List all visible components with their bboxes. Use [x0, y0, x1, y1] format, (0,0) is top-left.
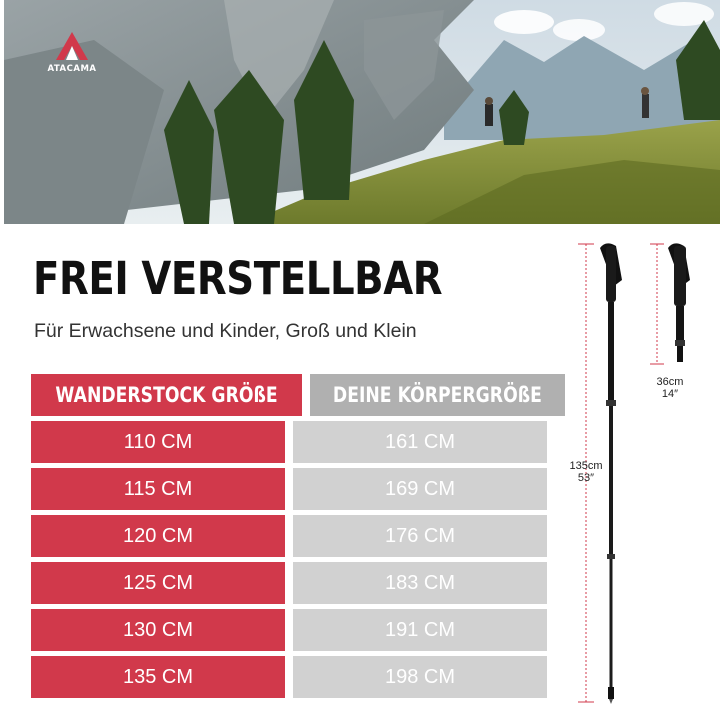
collapsed-pole-icon [668, 243, 690, 362]
hero-image [4, 0, 720, 224]
folded-length-label [646, 376, 694, 400]
header-pole-size: WANDERSTOCK GRÖßE [31, 374, 302, 416]
pole-size-cell: 110 CM [31, 421, 285, 463]
table-row [31, 609, 547, 651]
table-row [31, 421, 547, 463]
pole-size-cell: 115 CM [31, 468, 285, 510]
size-table [31, 374, 547, 703]
table-header-row [31, 374, 547, 416]
pole-size-cell: 125 CM [31, 562, 285, 604]
brand-name: ATACAMA [47, 64, 97, 74]
page-subtitle: Für Erwachsene und Kinder, Groß und Klein [34, 320, 417, 342]
body-height-cell: 191 CM [293, 609, 547, 651]
table-row [31, 468, 547, 510]
pole-illustration [550, 232, 720, 708]
table-row [31, 656, 547, 698]
pole-size-cell: 130 CM [31, 609, 285, 651]
full-length-label [554, 460, 618, 484]
header-body-height: DEINE KÖRPERGRÖßE [310, 374, 565, 416]
folded-length-cm: 36cm [656, 376, 684, 388]
pole-size-cell: 135 CM [31, 656, 285, 698]
body-height-cell: 169 CM [293, 468, 547, 510]
table-row [31, 562, 547, 604]
full-length-cm: 135cm [569, 460, 603, 472]
body-height-cell: 183 CM [293, 562, 547, 604]
brand-logo [34, 30, 110, 76]
table-row [31, 515, 547, 557]
body-height-cell: 198 CM [293, 656, 547, 698]
page-title: FREI VERSTELLBAR [33, 252, 443, 305]
folded-length-inch: 14″ [661, 388, 679, 400]
full-length-inch: 53″ [577, 472, 595, 484]
pole-size-cell: 120 CM [31, 515, 285, 557]
mountain-logo-icon [34, 30, 110, 62]
body-height-cell: 176 CM [293, 515, 547, 557]
body-height-cell: 161 CM [293, 421, 547, 463]
